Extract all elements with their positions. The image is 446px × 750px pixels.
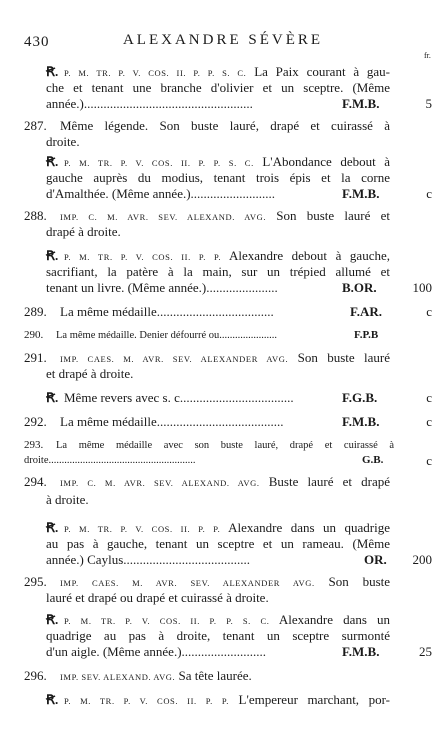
- entry-number: 292.: [24, 414, 47, 429]
- entry-line: Ꞧ. P. M. TR. P. V. COS. II. P. P. L'empereur marchant, por-: [46, 692, 390, 707]
- entry-line: Ꞧ. P. M. TR. P. V. COS. II. P. P. S. C. Alexandre dans un: [46, 612, 390, 627]
- price: 5: [425, 96, 432, 111]
- entry-line: au pas à gauche, tenant un sceptre et un rameau. (Même: [46, 536, 390, 551]
- price: 25: [419, 644, 432, 659]
- entry-line: droite.: [46, 134, 80, 149]
- price: c: [426, 186, 432, 201]
- entry-line: La même médaille.......................................: [60, 414, 284, 429]
- side-note: fr.: [424, 51, 431, 60]
- entry-line: IMP. CAES. M. AVR. SEV. ALEXANDER AVG. Son buste: [60, 574, 391, 589]
- entry-number: 295.: [24, 574, 47, 589]
- entry-line: Ꞧ. P. M. TR. P. V. COS. II. P. P. Alexandre debout à gauche,: [46, 248, 390, 263]
- entry-line: La même médaille....................................: [60, 304, 274, 319]
- entry-line: à droite.: [46, 492, 89, 507]
- metal-grade: OR.: [364, 552, 387, 567]
- entry-number: 290.: [24, 329, 44, 341]
- metal-grade: F.AR.: [350, 304, 383, 319]
- entry-line: La même médaille avec son buste lauré, drapé et cuirassé à: [56, 440, 394, 451]
- page-number: 430: [24, 34, 50, 50]
- entry-line: Ꞧ. P. M. TR. P. V. COS. II. P. P. S. C. La Paix courant à gau-: [46, 64, 390, 79]
- entry-line: d'Amalthée. (Même année.)..........................: [46, 186, 276, 201]
- entry-line: La même médaille. Denier défourré ou......................: [56, 330, 278, 341]
- entry-line: quadrige au pas à droite, tenant un sceptre surmonté: [46, 628, 390, 643]
- entry-number: 296.: [24, 668, 47, 683]
- page-title: ALEXANDRE SÉVÈRE: [122, 32, 324, 48]
- price: c: [426, 453, 432, 468]
- entry-line: IMP. C. M. AVR. SEV. ALEXAND. AVG. Son buste lauré et: [60, 208, 390, 223]
- entry-number: 288.: [24, 208, 47, 223]
- metal-grade: F.P.B: [354, 329, 379, 341]
- metal-grade: F.M.B.: [342, 414, 380, 429]
- entry-line: et drapé à droite.: [46, 366, 134, 381]
- entry-line: IMP. C. M. AVR. SEV. ALEXAND. AVG. Buste lauré et drapé: [60, 474, 391, 489]
- entry-number: 289.: [24, 304, 47, 319]
- entry-number: 287.: [24, 118, 47, 133]
- entry-line: drapé à droite.: [46, 224, 121, 239]
- entry-line: tenant un livre. (Même année.)......................: [46, 280, 278, 295]
- price: 200: [412, 552, 432, 567]
- entry-number: 291.: [24, 350, 47, 365]
- entry-line: IMP. CAES. M. AVR. SEV. ALEXANDER AVG. Son buste lauré: [60, 350, 391, 365]
- entry-line: d'un aigle. (Même année.)..........................: [46, 644, 267, 659]
- entry-line: droite........................................................: [24, 455, 196, 466]
- metal-grade: F.G.B.: [342, 390, 378, 405]
- entry-line: che et tenant une branche d'olivier et un sceptre. (Même: [46, 80, 390, 95]
- entry-line: gauche auprès du modius, tenant trois épis et la corne: [46, 170, 390, 185]
- entry-line: Ꞧ. Même revers avec s. c...................................: [46, 390, 294, 405]
- price: c: [426, 390, 432, 405]
- metal-grade: B.OR.: [342, 280, 377, 295]
- entry-number: 294.: [24, 474, 47, 489]
- entry-number: 293.: [24, 439, 44, 451]
- metal-grade: F.M.B.: [342, 644, 380, 659]
- price: c: [426, 414, 432, 429]
- entry-line: sacrifiant, la patère à la main, sur un trépied allumé et: [46, 264, 390, 279]
- entry-line: IMP. SEV. ALEXAND. AVG. Sa tête laurée.: [60, 668, 252, 683]
- entry-line: Ꞧ. P. M. TR. P. V. COS. II. P. P. S. C. L'Abondance debout à: [46, 154, 390, 169]
- entry-line: Ꞧ. P. M. TR. P. V. COS. II. P. P. Alexandre dans un quadrige: [46, 520, 390, 535]
- metal-grade: F.M.B.: [342, 186, 380, 201]
- entry-line: Même légende. Son buste lauré, drapé et cuirassé à: [60, 118, 390, 133]
- metal-grade: F.M.B.: [342, 96, 380, 111]
- price: 100: [412, 280, 432, 295]
- price: c: [426, 304, 432, 319]
- entry-line: année.)....................................................: [46, 96, 253, 111]
- entry-line: année.) Caylus.......................................: [46, 552, 251, 567]
- entry-line: lauré et drapé ou drapé et cuirassé à droite.: [46, 590, 269, 605]
- metal-grade: G.B.: [362, 454, 384, 466]
